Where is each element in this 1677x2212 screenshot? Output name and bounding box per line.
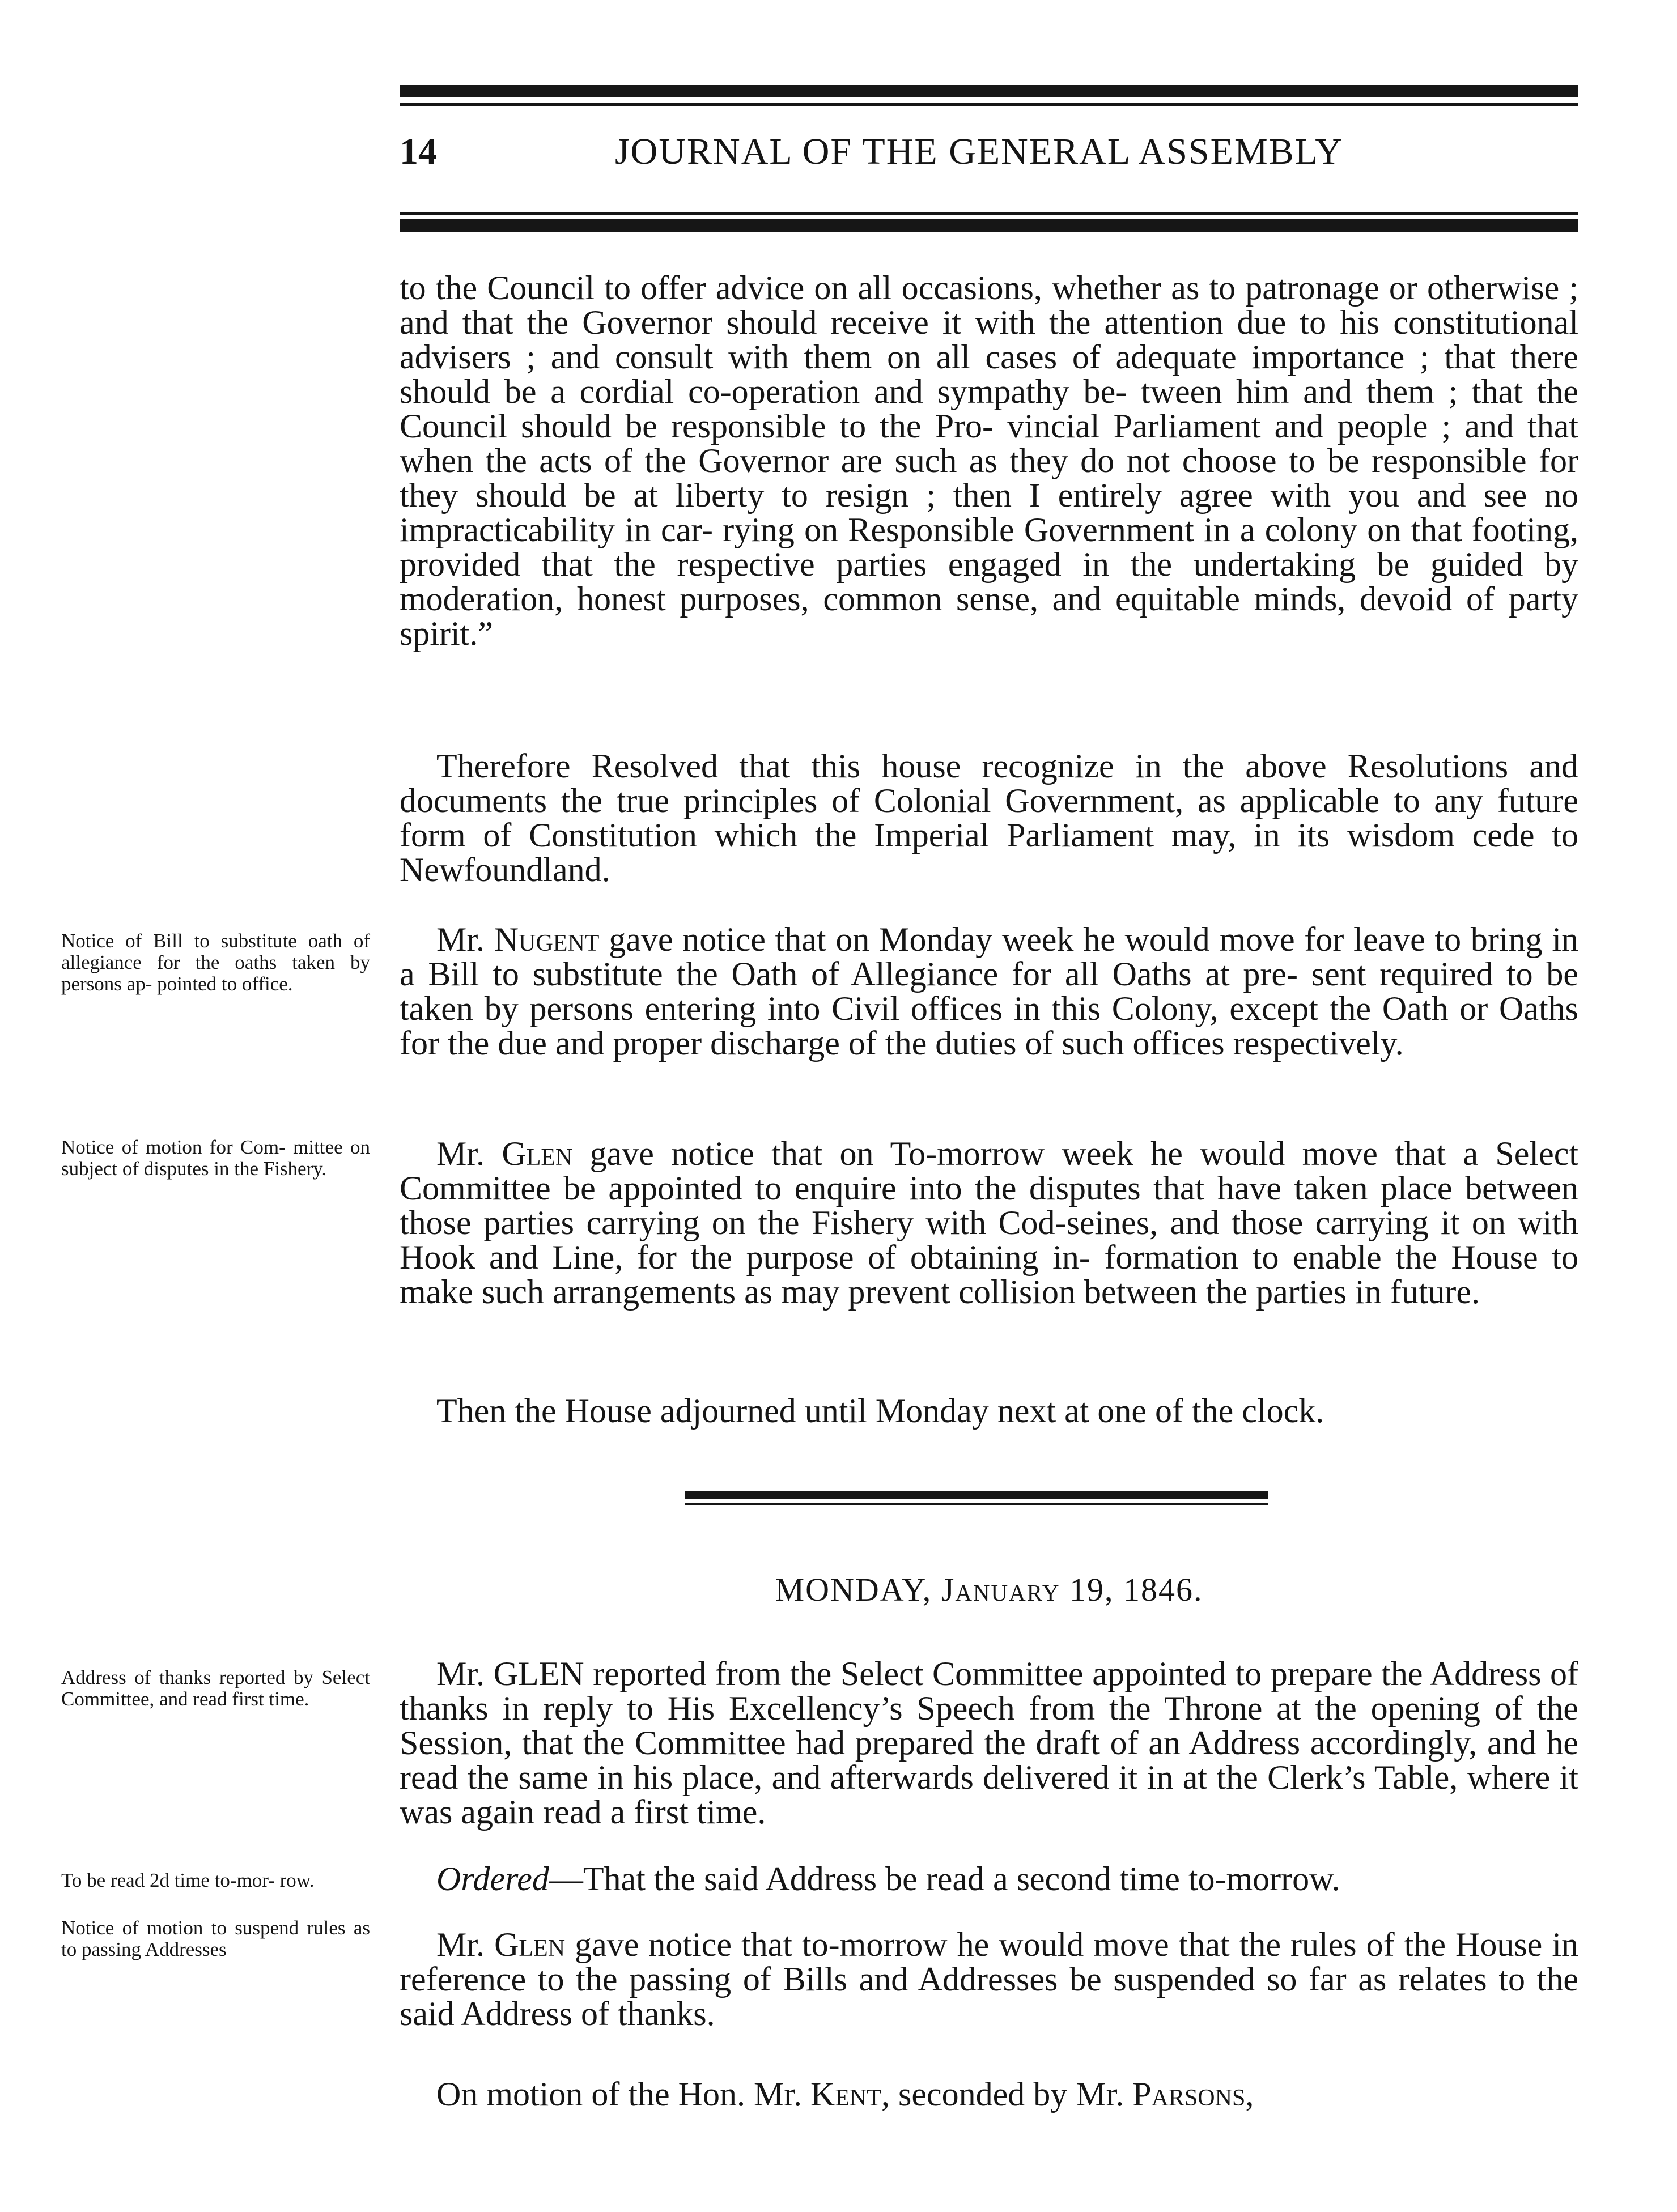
speaker-title: Mr. (436, 1926, 485, 1963)
top-rule-thick (400, 85, 1578, 97)
nugent-notice-paragraph (400, 922, 1578, 1061)
date-heading-day: MONDAY, (775, 1571, 932, 1608)
margin-note-fishery-committee: Notice of motion for Com- mittee on subject of disputes in the Fishery. (61, 1136, 370, 1180)
kent-motion-paragraph (400, 2077, 1578, 2112)
speaker-title: Mr. (436, 1655, 485, 1692)
page-number: 14 (400, 131, 437, 172)
section-divider-thick (685, 1491, 1268, 1499)
speaker-title: Mr. (436, 921, 485, 958)
margin-note-suspend-rules: Notice of motion to suspend rules as to passing Addresses (61, 1917, 370, 1960)
glen-rules-notice-paragraph (400, 1928, 1578, 2031)
glen-fishery-notice-paragraph (400, 1137, 1578, 1309)
speaker-name: Nugent (494, 921, 600, 958)
speaker-name: Glen (502, 1135, 573, 1172)
seconder-name: Parsons, (1132, 2075, 1254, 2113)
report-text: reported from the Select Committee appointed to prepare the Address of thanks in reply to His Excellency’s Speech from the Throne at the opening of the Session, that the Committee had prepared the draft of an Address accordingly, and he read the same in his place, and afterwards delivered it in at the Clerk’s Table, where it was again read a first time. (400, 1655, 1579, 1831)
ordered-text: —That the said Address be read a second time to-morrow. (549, 1860, 1340, 1898)
section-divider-thin (685, 1503, 1268, 1505)
ordered-label: Ordered (436, 1860, 549, 1898)
date-heading (400, 1571, 1578, 1609)
adjournment-paragraph: Then the House adjourned until Monday next at one of the clock. (436, 1392, 1324, 1430)
notice-text: gave notice that on Monday week he would move for leave to bring in a Bill to substitute the Oath of Allegiance for all Oaths at pre- sent required to be taken by persons entering into Civil offices in this Colony, except the Oath or Oaths for the due and proper discharge of the duties of such offices respectively. (400, 921, 1578, 1062)
motion-prefix: On motion of the Hon. Mr. (436, 2075, 802, 2113)
page-header (400, 130, 1578, 198)
quote-continuation-paragraph: to the Council to offer advice on all occasions, whether as to patronage or otherwise ; and that the Governor should receive it with the attention due to his constitutional advisers ; and consult with them on all cases of adequate importance ; that there should be a cordial co-operation and sympathy be- tween him and them ; that the Council should be responsible to the Pro- vincial Parliament and people ; and that when the acts of the Governor are such as they do not choose to be responsible for they should be at liberty to resign ; then I entirely agree with you and see no impracticability in car- rying on Responsible Government in a colony on that footing, provided that the respective parties engaged in the undertaking be guided by moderation, honest purposes, common sense, and equitable minds, devoid of party spirit.” (400, 269, 1578, 652)
running-title: JOURNAL OF THE GENERAL ASSEMBLY (615, 131, 1344, 172)
mover-name: Kent, (810, 2075, 890, 2113)
header-rule-thick (400, 219, 1578, 232)
date-heading-month: January (941, 1571, 1060, 1608)
date-heading-rest: 19, 1846. (1069, 1571, 1203, 1608)
motion-middle: seconded by Mr. (898, 2075, 1124, 2113)
margin-note-oath-bill: Notice of Bill to substitute oath of allegiance for the oaths taken by persons ap- pointed to office. (61, 930, 370, 995)
glen-report-paragraph (400, 1657, 1578, 1830)
margin-note-address-reported: Address of thanks reported by Select Committee, and read first time. (61, 1666, 370, 1710)
speaker-name: Glen (494, 1926, 566, 1963)
resolution-paragraph: Therefore Resolved that this house recognize in the above Resolutions and documents the true principles of Colonial Government, as applicable to any future form of Constitution which the Imperial Parliament may, in its wisdom cede to Newfoundland. (400, 747, 1578, 888)
speaker-name: GLEN (493, 1655, 584, 1692)
speaker-title: Mr. (436, 1135, 485, 1172)
ordered-paragraph (400, 1862, 1578, 1896)
notice-text: gave notice that to-morrow he would move that the rules of the House in reference to the passing of Bills and Addresses be suspended so far as relates to the said Address of thanks. (400, 1926, 1578, 2032)
header-rule-thin (400, 212, 1578, 215)
margin-note-second-reading: To be read 2d time to-mor- row. (61, 1869, 315, 1891)
notice-text: gave notice that on To-morrow week he would move that a Select Committee be appointed to enquire into the disputes that have taken place between those parties carrying on the Fishery with Cod-seines, and those carrying it on with Hook and Line, for the purpose of obtaining in- formation to enable the House to make such arrangements as may prevent collision between the parties in future. (400, 1135, 1579, 1311)
top-rule-thin (400, 103, 1578, 106)
